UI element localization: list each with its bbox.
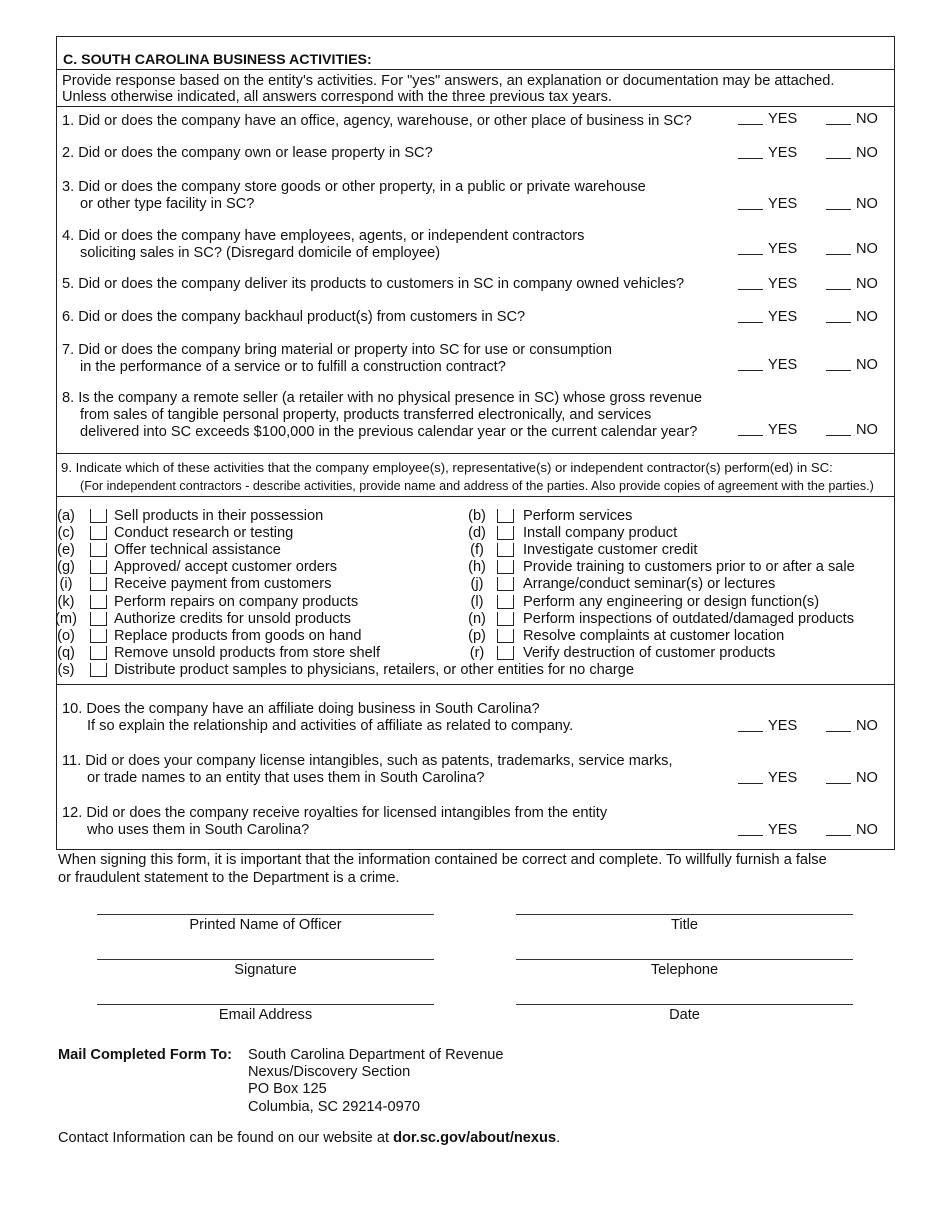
- activity-text: Perform any engineering or design function(s): [523, 594, 820, 610]
- activity-text: Perform inspections of outdated/damaged products: [523, 611, 854, 627]
- question-8-line: from sales of tangible personal property, products transferred electronically, and services: [80, 407, 652, 423]
- activity-checkbox[interactable]: [90, 629, 107, 643]
- activity-text: Offer technical assistance: [114, 542, 281, 558]
- question-3-line: 3. Did or does the company store goods or other property, in a public or private warehouse: [62, 179, 646, 195]
- question-9-text: 9. Indicate which of these activities that the company employee(s), representative(s) or independent contractor(s) perform(ed) in SC:: [61, 460, 833, 475]
- activity-text: Remove unsold products from store shelf: [114, 645, 381, 661]
- yes-label: YES: [768, 196, 798, 212]
- activity-letter: (d): [468, 525, 486, 541]
- activity-checkbox[interactable]: [497, 612, 514, 626]
- divider: [57, 69, 894, 70]
- activity-letter: (f): [470, 542, 484, 558]
- divider: [57, 106, 894, 107]
- yes-label: YES: [768, 718, 798, 734]
- date-label: Date: [669, 1007, 700, 1023]
- no-answer-blank[interactable]: [826, 720, 851, 732]
- question-3-line: or other type facility in SC?: [80, 196, 255, 212]
- activity-text: Distribute product samples to physicians, retailers, or other entities for no charge: [114, 662, 634, 678]
- contact-prefix: Contact Information can be found on our website at: [58, 1130, 394, 1146]
- activity-letter: (o): [57, 628, 75, 644]
- no-label: NO: [856, 822, 878, 838]
- activity-text: Provide training to customers prior to or after a sale: [523, 559, 855, 575]
- activity-text: Receive payment from customers: [114, 576, 332, 592]
- activity-text: Resolve complaints at customer location: [523, 628, 785, 644]
- instructions-line-1: Provide response based on the entity's activities. For "yes" answers, an explanation or documentation may be attached.: [62, 73, 835, 89]
- title-line[interactable]: [516, 914, 853, 915]
- yes-answer-blank[interactable]: [738, 278, 763, 290]
- no-label: NO: [856, 241, 878, 257]
- date-line[interactable]: [516, 1004, 853, 1005]
- signature-line[interactable]: [97, 959, 434, 960]
- activity-checkbox[interactable]: [497, 526, 514, 540]
- no-answer-blank[interactable]: [826, 424, 851, 436]
- yes-answer-blank[interactable]: [738, 720, 763, 732]
- business-activities-form: [56, 36, 895, 850]
- yes-label: YES: [768, 145, 798, 161]
- no-answer-blank[interactable]: [826, 772, 851, 784]
- telephone-line[interactable]: [516, 959, 853, 960]
- activity-letter: (l): [470, 594, 484, 610]
- activity-checkbox[interactable]: [90, 646, 107, 660]
- activity-text: Arrange/conduct seminar(s) or lectures: [523, 576, 776, 592]
- activity-checkbox[interactable]: [497, 509, 514, 523]
- activity-letter: (p): [468, 628, 486, 644]
- yes-label: YES: [768, 276, 798, 292]
- no-label: NO: [856, 145, 878, 161]
- activity-checkbox[interactable]: [497, 543, 514, 557]
- warning-line-2: or fraudulent statement to the Department is a crime.: [58, 870, 400, 886]
- question-11-line: 11. Did or does your company license intangibles, such as patents, trademarks, service marks,: [62, 753, 673, 769]
- activity-checkbox[interactable]: [497, 577, 514, 591]
- yes-label: YES: [768, 822, 798, 838]
- instructions-line-2: Unless otherwise indicated, all answers correspond with the three previous tax years.: [62, 89, 612, 105]
- activity-checkbox[interactable]: [90, 560, 107, 574]
- question-8-line: 8. Is the company a remote seller (a retailer with no physical presence in SC) whose gross revenue: [62, 390, 702, 406]
- no-label: NO: [856, 422, 878, 438]
- activity-text: Investigate customer credit: [523, 542, 698, 558]
- question-2-line: 2. Did or does the company own or lease property in SC?: [62, 145, 433, 161]
- activity-text: Approved/ accept customer orders: [114, 559, 338, 575]
- mail-address-line-1: South Carolina Department of Revenue: [248, 1047, 504, 1063]
- activity-letter: (b): [468, 508, 486, 524]
- activity-letter: (g): [57, 559, 75, 575]
- no-label: NO: [856, 718, 878, 734]
- activity-letter: (r): [469, 645, 485, 661]
- no-label: NO: [856, 196, 878, 212]
- question-7-line: 7. Did or does the company bring material or property into SC for use or consumption: [62, 342, 612, 358]
- question-4-line: soliciting sales in SC? (Disregard domicile of employee): [80, 245, 441, 261]
- activity-checkbox[interactable]: [497, 629, 514, 643]
- no-label: NO: [856, 111, 878, 127]
- activity-text: Perform repairs on company products: [114, 594, 359, 610]
- activity-letter: (s): [57, 662, 75, 678]
- activity-checkbox[interactable]: [90, 595, 107, 609]
- activity-text: Perform services: [523, 508, 633, 524]
- email-address-line[interactable]: [97, 1004, 434, 1005]
- yes-answer-blank[interactable]: [738, 311, 763, 323]
- yes-answer-blank[interactable]: [738, 147, 763, 159]
- no-answer-blank[interactable]: [826, 311, 851, 323]
- no-label: NO: [856, 770, 878, 786]
- title-label: Title: [670, 917, 699, 933]
- website-link[interactable]: dor.sc.gov/about/nexus: [393, 1130, 557, 1146]
- activity-checkbox[interactable]: [90, 509, 107, 523]
- signature-label: Signature: [234, 962, 297, 978]
- no-answer-blank[interactable]: [826, 113, 851, 125]
- mail-address-line-2: Nexus/Discovery Section: [248, 1064, 411, 1080]
- activity-letter: (a): [57, 508, 75, 524]
- question-6-line: 6. Did or does the company backhaul product(s) from customers in SC?: [62, 309, 526, 325]
- yes-answer-blank[interactable]: [738, 113, 763, 125]
- no-answer-blank[interactable]: [826, 147, 851, 159]
- yes-label: YES: [768, 770, 798, 786]
- yes-answer-blank[interactable]: [738, 772, 763, 784]
- no-label: NO: [856, 357, 878, 373]
- yes-label: YES: [768, 422, 798, 438]
- no-answer-blank[interactable]: [826, 243, 851, 255]
- activity-checkbox[interactable]: [90, 543, 107, 557]
- activity-checkbox[interactable]: [90, 526, 107, 540]
- activity-letter: (m): [55, 611, 77, 627]
- no-answer-blank[interactable]: [826, 198, 851, 210]
- mail-address-line-4: Columbia, SC 29214-0970: [248, 1099, 420, 1115]
- question-11-line: or trade names to an entity that uses them in South Carolina?: [87, 770, 485, 786]
- activity-letter: (q): [57, 645, 75, 661]
- no-answer-blank[interactable]: [826, 824, 851, 836]
- activity-checkbox[interactable]: [497, 560, 514, 574]
- activity-letter: (k): [57, 594, 75, 610]
- no-label: NO: [856, 309, 878, 325]
- printed-name-of-officer-label: Printed Name of Officer: [189, 917, 342, 933]
- question-12-line: who uses them in South Carolina?: [87, 822, 310, 838]
- yes-label: YES: [768, 357, 798, 373]
- activity-letter: (c): [57, 525, 75, 541]
- yes-answer-blank[interactable]: [738, 359, 763, 371]
- question-12-line: 12. Did or does the company receive royalties for licensed intangibles from the entity: [62, 805, 608, 821]
- activity-letter: (n): [468, 611, 486, 627]
- mail-label: Mail Completed Form To:: [58, 1047, 233, 1063]
- divider: [57, 684, 894, 685]
- question-5-line: 5. Did or does the company deliver its products to customers in SC in company owned vehicles?: [62, 276, 685, 292]
- no-answer-blank[interactable]: [826, 278, 851, 290]
- divider: [57, 496, 894, 497]
- yes-answer-blank[interactable]: [738, 198, 763, 210]
- activity-text: Verify destruction of customer products: [523, 645, 776, 661]
- question-10-line: 10. Does the company have an affiliate doing business in South Carolina?: [62, 701, 540, 717]
- printed-name-of-officer-line[interactable]: [97, 914, 434, 915]
- yes-answer-blank[interactable]: [738, 243, 763, 255]
- contact-suffix: .: [556, 1130, 561, 1146]
- telephone-label: Telephone: [650, 962, 719, 978]
- email-address-label: Email Address: [218, 1007, 313, 1023]
- activity-checkbox[interactable]: [90, 663, 107, 677]
- question-1-line: 1. Did or does the company have an office, agency, warehouse, or other place of business in SC?: [62, 113, 692, 129]
- question-4-line: 4. Did or does the company have employees, agents, or independent contractors: [62, 228, 585, 244]
- question-8-line: delivered into SC exceeds $100,000 in the previous calendar year or the current calendar year?: [80, 424, 698, 440]
- contact-info: [58, 1130, 560, 1147]
- activity-text: Conduct research or testing: [114, 525, 294, 541]
- activity-checkbox[interactable]: [90, 577, 107, 591]
- divider: [57, 453, 894, 454]
- activity-text: Sell products in their possession: [114, 508, 324, 524]
- question-10-line: If so explain the relationship and activities of affiliate as related to company.: [87, 718, 574, 734]
- yes-answer-blank[interactable]: [738, 824, 763, 836]
- yes-answer-blank[interactable]: [738, 424, 763, 436]
- warning-line-1: When signing this form, it is important that the information contained be correct and complete. To willfully furnish a false: [58, 852, 827, 868]
- yes-label: YES: [768, 241, 798, 257]
- no-label: NO: [856, 276, 878, 292]
- activity-text: Install company product: [523, 525, 678, 541]
- activity-text: Replace products from goods on hand: [114, 628, 362, 644]
- question-7-line: in the performance of a service or to fulfill a construction contract?: [80, 359, 506, 375]
- activity-checkbox[interactable]: [497, 646, 514, 660]
- activity-letter: (e): [57, 542, 75, 558]
- activity-letter: (i): [59, 576, 73, 592]
- activity-letter: (h): [468, 559, 486, 575]
- activity-checkbox[interactable]: [497, 595, 514, 609]
- no-answer-blank[interactable]: [826, 359, 851, 371]
- activity-checkbox[interactable]: [90, 612, 107, 626]
- yes-label: YES: [768, 309, 798, 325]
- mail-address-line-3: PO Box 125: [248, 1081, 327, 1097]
- activity-text: Authorize credits for unsold products: [114, 611, 351, 627]
- activity-letter: (j): [470, 576, 484, 592]
- section-title: C. SOUTH CAROLINA BUSINESS ACTIVITIES:: [63, 52, 372, 68]
- question-9-note: (For independent contractors - describe activities, provide name and address of the parties. Also provide copies of agreement with the parties.): [80, 479, 874, 493]
- yes-label: YES: [768, 111, 798, 127]
